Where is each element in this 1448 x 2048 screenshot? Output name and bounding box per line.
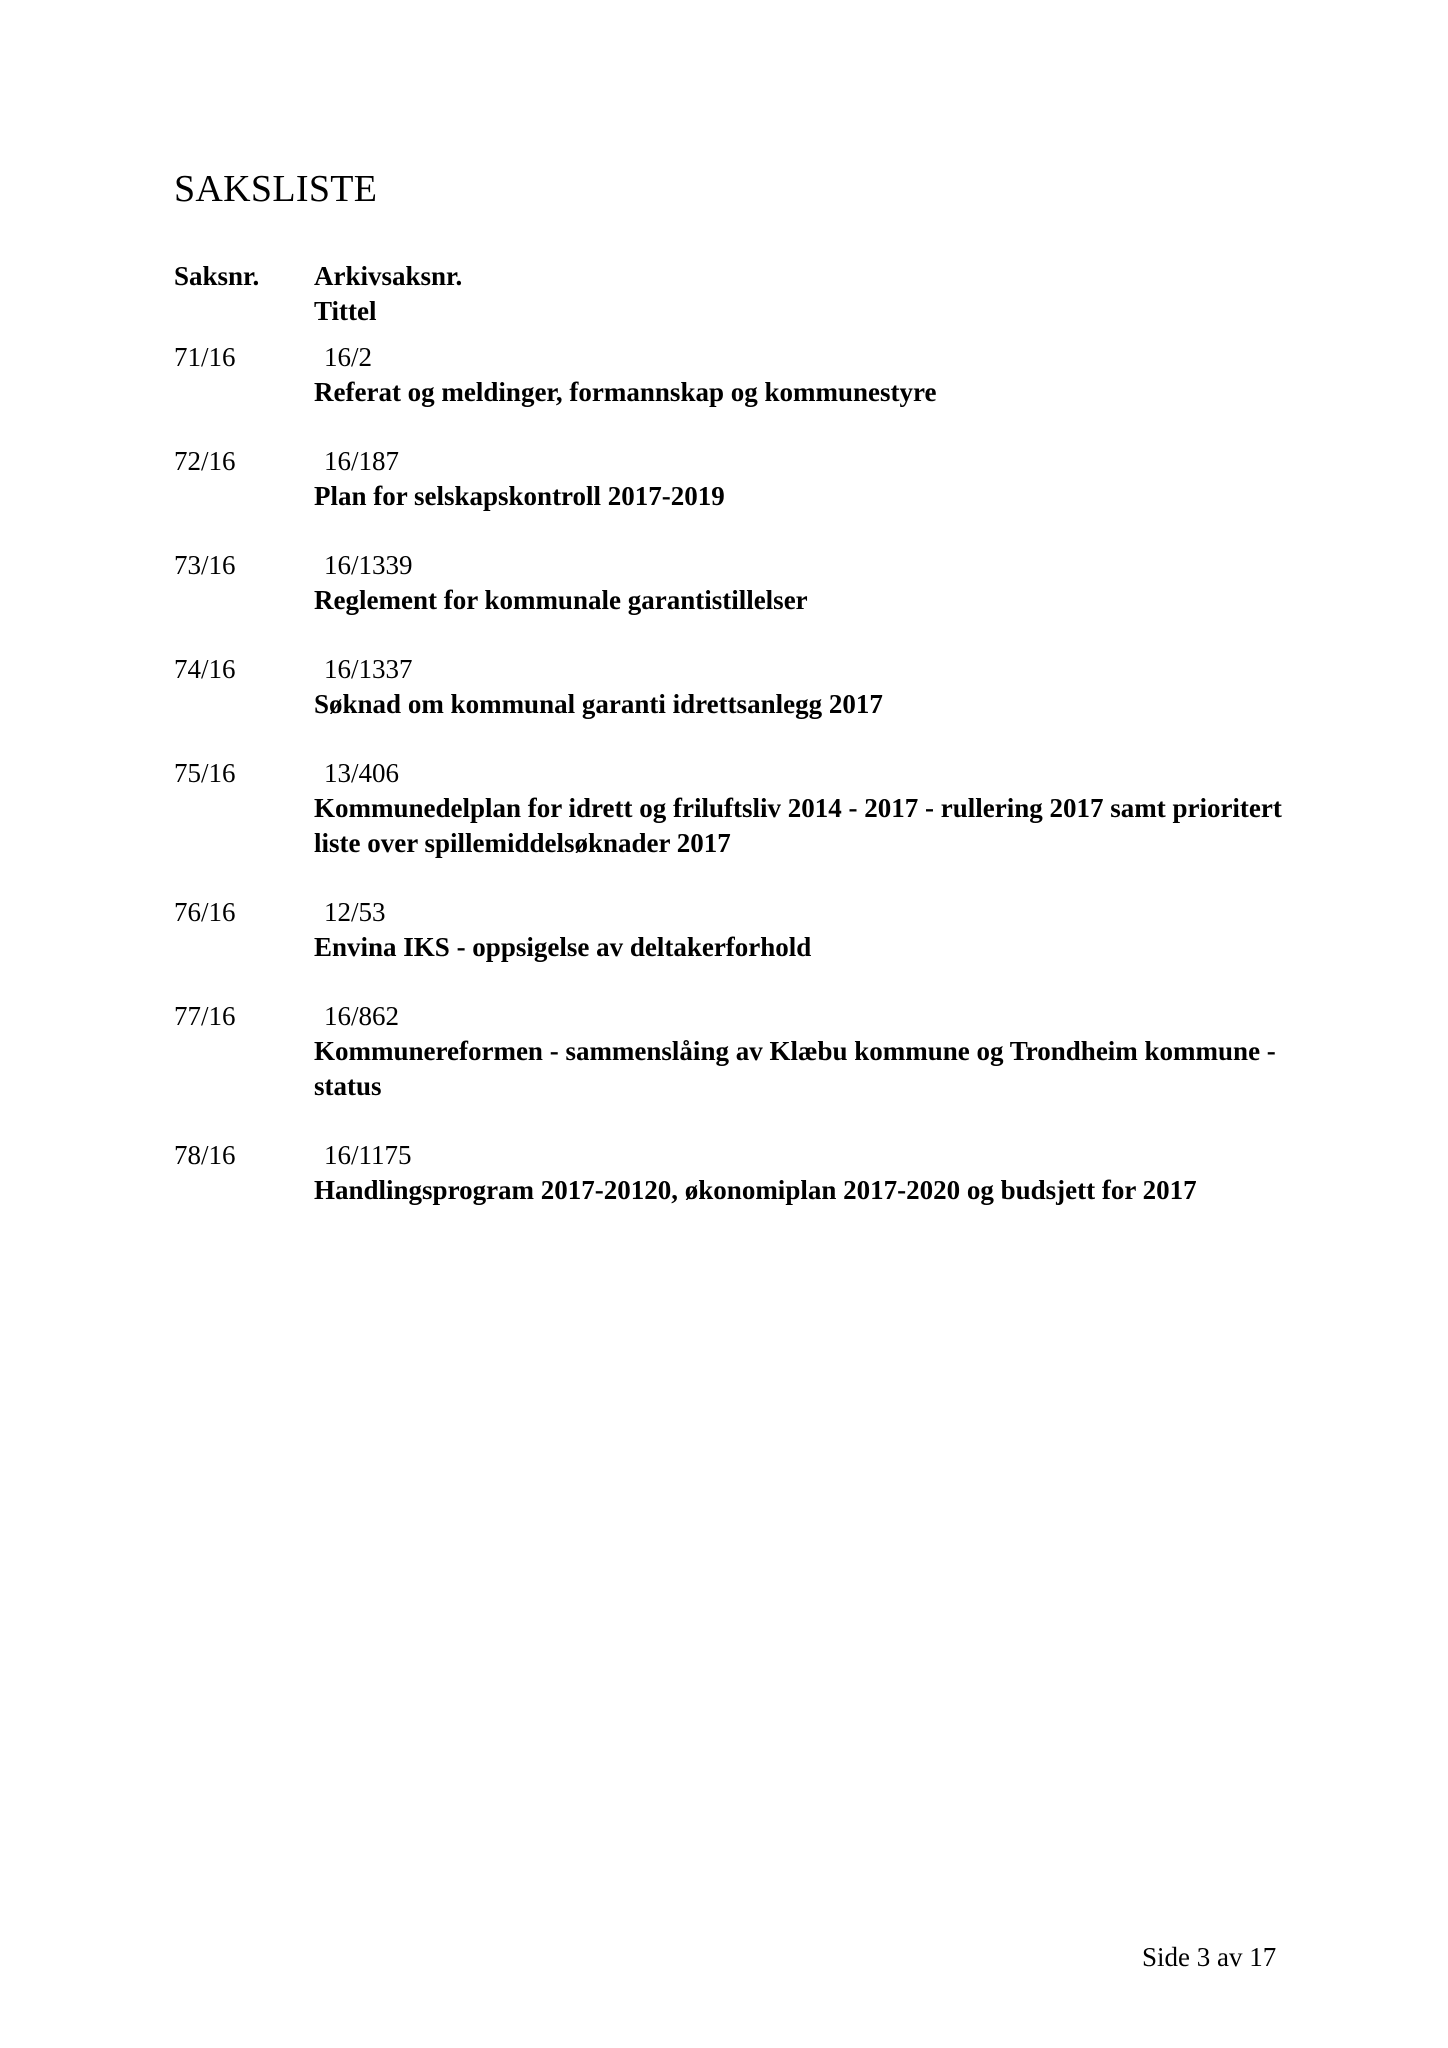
case-title: Søknad om kommunal garanti idrettsanlegg 2017 (314, 689, 883, 719)
case-item (174, 756, 1324, 861)
page-number: Side 3 av 17 (1142, 1942, 1277, 1972)
case-item (174, 652, 1324, 722)
header-tittel: Tittel (314, 296, 377, 326)
case-item (174, 548, 1324, 618)
archive-case-number: 13/406 (324, 758, 400, 788)
case-number: 78/16 (174, 1140, 236, 1170)
case-number: 71/16 (174, 342, 236, 372)
case-title: Kommunedelplan for idrett og friluftsliv 2014 - 2017 - rullering 2017 samt prioritert liste over spillemiddelsøknader 2017 (314, 793, 1282, 858)
case-list (174, 340, 1324, 1242)
case-item (174, 1138, 1324, 1208)
archive-case-number: 12/53 (324, 897, 386, 927)
case-title: Reglement for kommunale garantistillelser (314, 585, 808, 615)
page-title: SAKSLISTE (174, 168, 378, 210)
case-number: 74/16 (174, 654, 236, 684)
case-title: Handlingsprogram 2017-20120, økonomiplan 2017-2020 og budsjett for 2017 (314, 1175, 1197, 1205)
archive-case-number: 16/187 (324, 446, 400, 476)
header-saksnr: Saksnr. (174, 261, 260, 291)
header-arkivsaksnr: Arkivsaksnr. (314, 261, 463, 291)
case-title: Kommunereformen - sammenslåing av Klæbu kommune og Trondheim kommune - status (314, 1036, 1276, 1101)
archive-case-number: 16/1339 (324, 550, 413, 580)
case-number: 73/16 (174, 550, 236, 580)
case-title: Plan for selskapskontroll 2017-2019 (314, 481, 725, 511)
case-item (174, 999, 1324, 1104)
archive-case-number: 16/862 (324, 1001, 400, 1031)
case-number: 72/16 (174, 446, 236, 476)
case-item (174, 340, 1324, 410)
case-title: Envina IKS - oppsigelse av deltakerforhold (314, 932, 812, 962)
case-item (174, 444, 1324, 514)
case-number: 77/16 (174, 1001, 236, 1031)
archive-case-number: 16/2 (324, 342, 373, 372)
case-number: 75/16 (174, 758, 236, 788)
archive-case-number: 16/1175 (324, 1140, 412, 1170)
archive-case-number: 16/1337 (324, 654, 413, 684)
case-item (174, 895, 1324, 965)
case-title: Referat og meldinger, formannskap og kommunestyre (314, 377, 937, 407)
case-number: 76/16 (174, 897, 236, 927)
